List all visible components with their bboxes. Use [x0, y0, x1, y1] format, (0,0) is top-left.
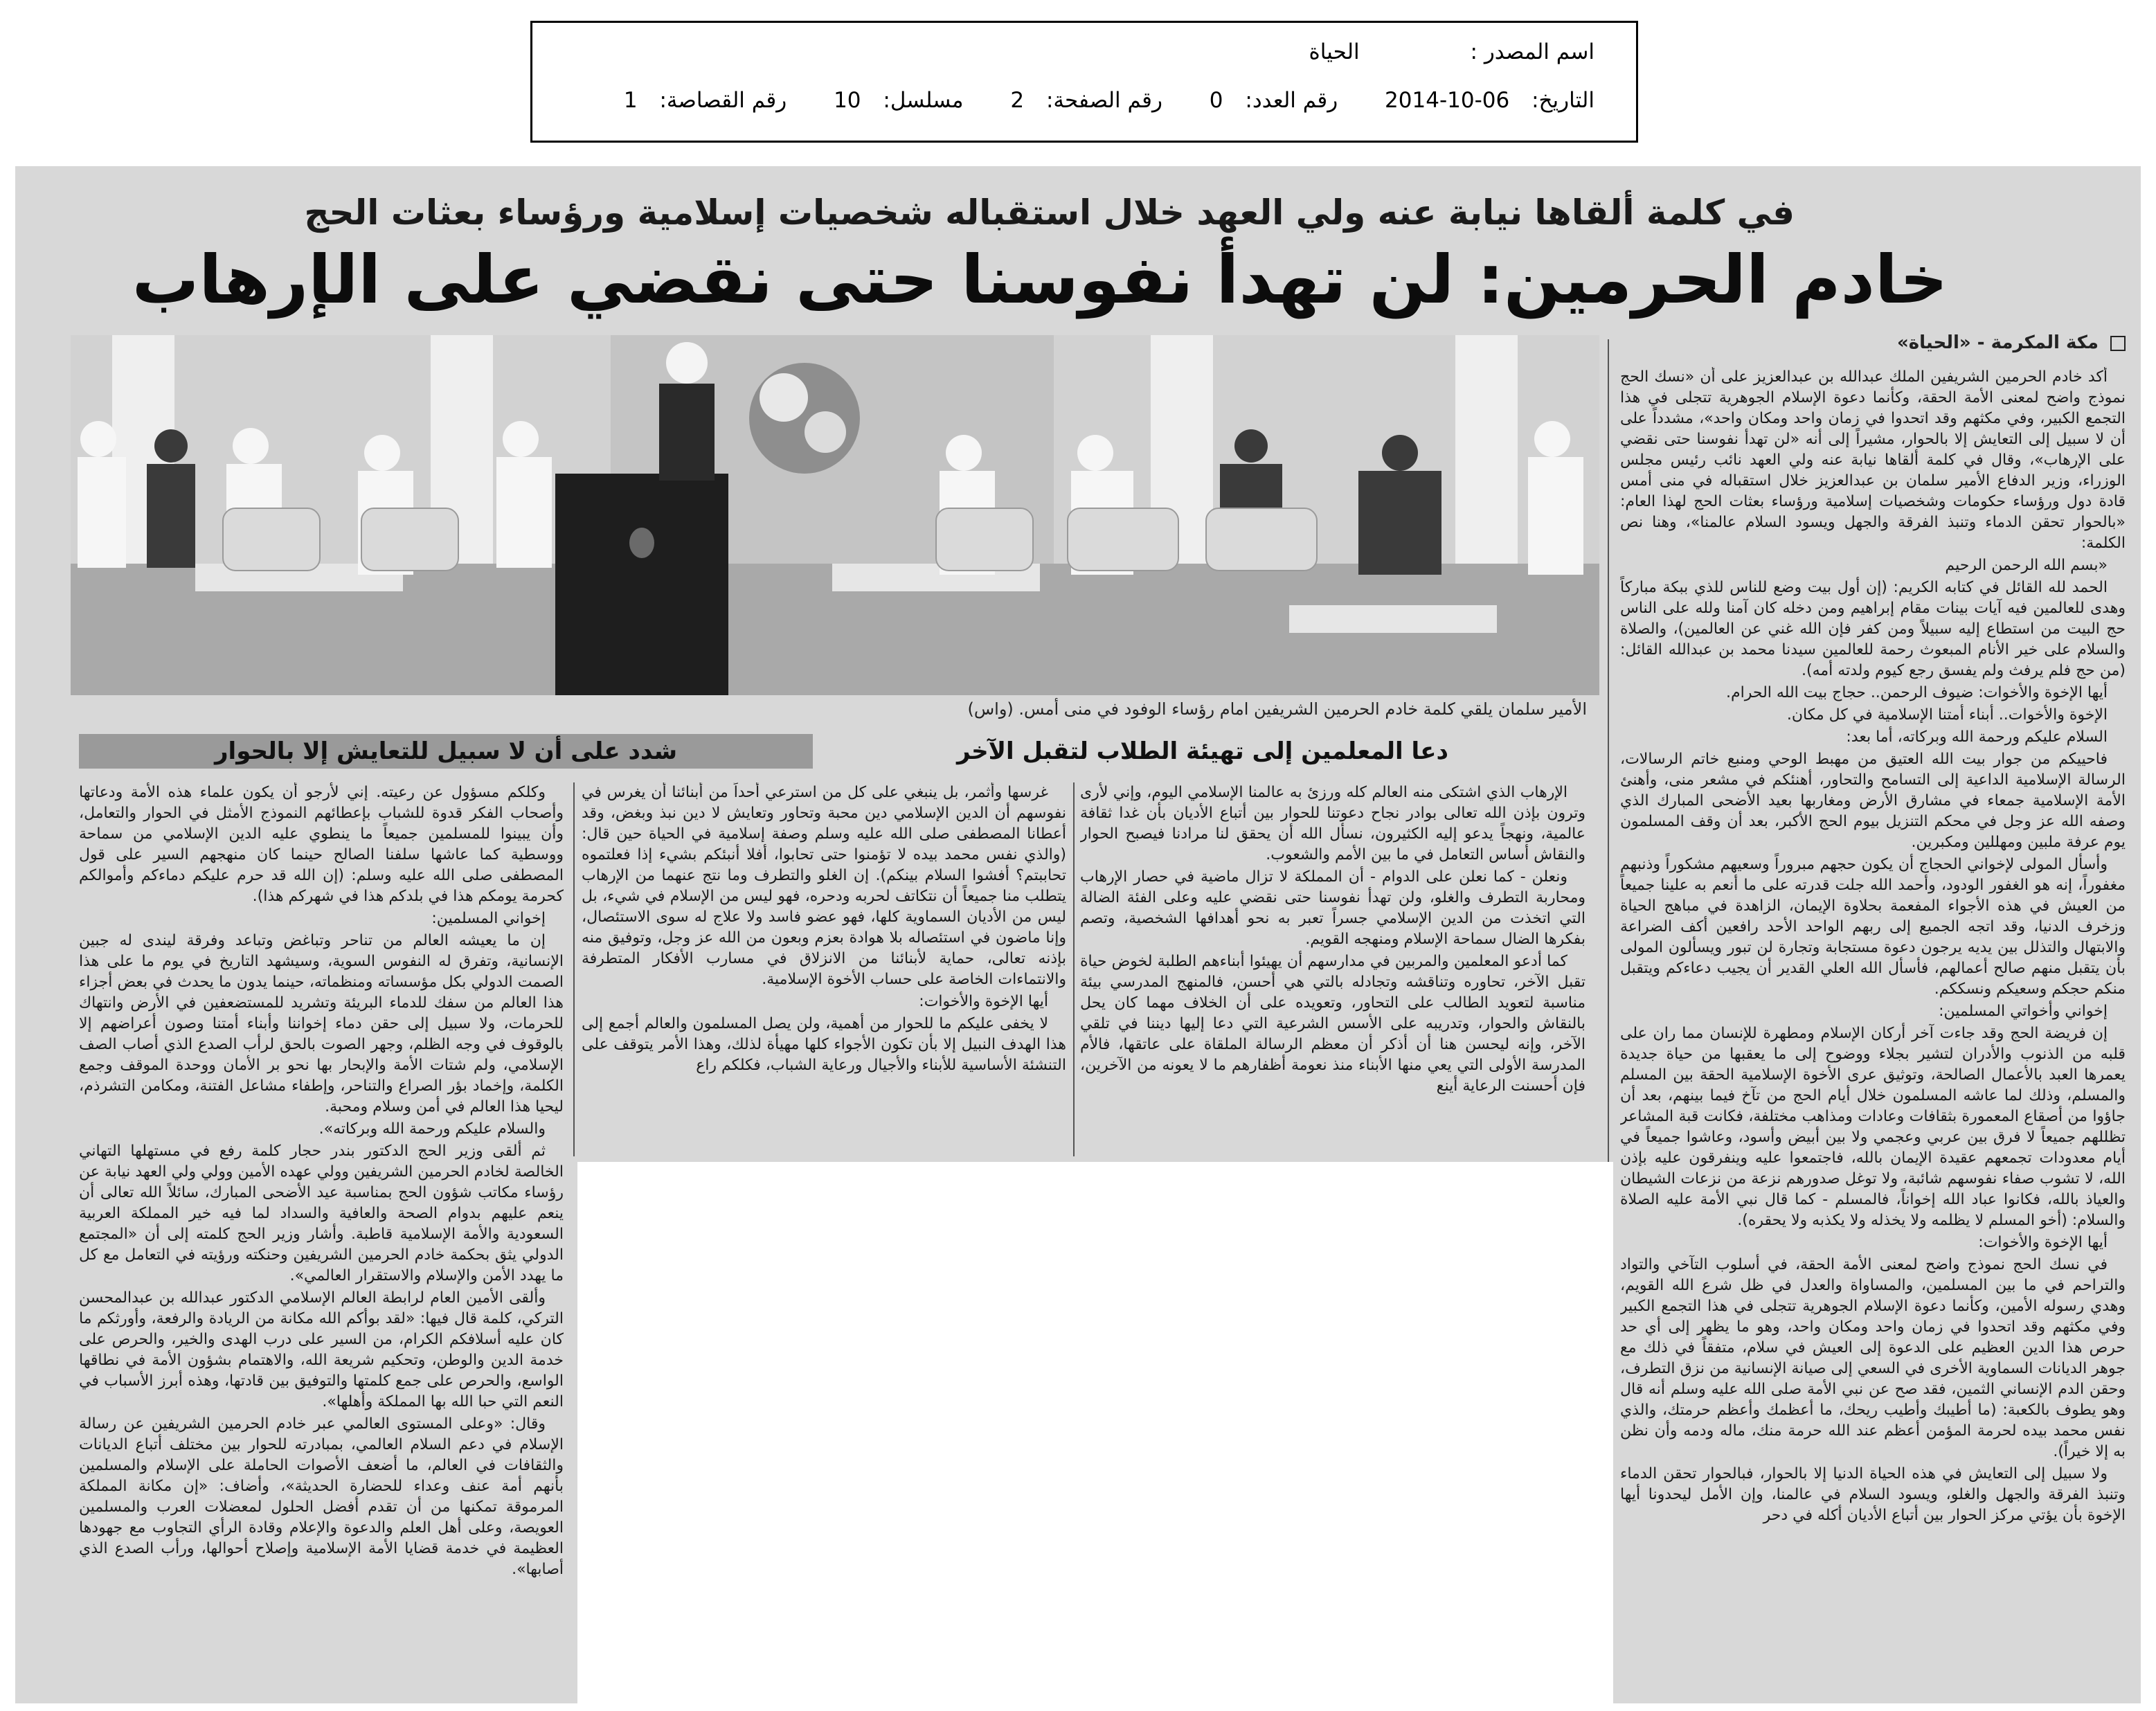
- page-label: رقم الصفحة:: [1045, 88, 1162, 113]
- dateline-text: مكة المكرمة - «الحياة»: [1897, 332, 2099, 353]
- article-dateline: [1897, 332, 2126, 353]
- subhead-teachers: دعا المعلمين إلى تهيئة الطلاب لتقبل الآخر: [957, 737, 1448, 765]
- paragraph: الحمد لله القائل في كتابه الكريم: (إن أول بيت وضع للناس للذي ببكة مباركاً وهدى للعالمين فيه آيات بينات مقام إبراهيم ومن دخله كان آمنا ولله على الناس حج البيت من استطاع إليه سبيلاً ومن كفر فإن الله غني عن العالمين)، والصلاة والسلام على خير الأنام المبعوث رحمة للعالمين سيدنا محمد بن عبدالله القائل: (من حج فلم يرفث ولم يفسق رجع كيوم ولدته أمه).: [1620, 579, 2126, 679]
- newspaper-clipping: [15, 166, 2141, 1703]
- serial-value: 10: [834, 88, 861, 113]
- clip-label: رقم القصاصة:: [659, 88, 787, 113]
- date-row: [624, 88, 1594, 113]
- photo-caption: الأمير سلمان يلقي كلمة خادم الحرمين الشريفين امام رؤساء الوفود في منى أمس. (واس): [967, 699, 1587, 719]
- article-column-3: [582, 782, 1066, 1108]
- paragraph: «بسم الله الرحمن الرحيم: [1945, 557, 2108, 574]
- issue-value: 0: [1209, 88, 1223, 113]
- date-value: 2014-10-06: [1385, 88, 1510, 113]
- paragraph: أيها الإخوة والأخوات: ضيوف الرحمن.. حجاج بيت الله الحرام.: [1726, 684, 2108, 701]
- source-label: اسم المصدر :: [1470, 39, 1594, 64]
- paragraph: ولا سبيل إلى التعايش في هذه الحياة الدنيا إلا بالحوار، فبالحوار تحقن الدماء وتنبذ الفرقة والجهل والغلو، ويسود السلام في عالمنا، وإن الأمل ليحدونا أيها الإخوة بأن يؤتي مركز الحوار بين أتباع الأديان أكله في دحر: [1620, 1465, 2126, 1524]
- column-rule: [573, 782, 575, 1156]
- article-column-1: [1620, 367, 2126, 1696]
- paragraph: وقال: «وعلى المستوى العالمي عبر خادم الحرمين الشريفين عن رسالة الإسلام في دعم السلام العالمي، بمبادرته للحوار بين مختلف أتباع الديانات والثقافات في العالم، ما أضعف الأصوات الحاملة على الإسلام والمسلمين بأنهم أمة عنف وعداء للحضارة الحديثة»، وأضاف: «إن مكانة المملكة المرموقة تمكنها من أن تقدم أفضل الحلول لمعضلات العرب والمسلمين العويصة، وعلى أهل العلم والدعوة والإعلام وقادة الرأي التجاوب مع جهودها العظيمة في خدمة قضايا الأمة الإسلامية وإصلاح أحوالها، ورأب الصدع الذي أصابها».: [79, 1415, 564, 1578]
- paragraph: الإرهاب الذي اشتكى منه العالم كله ورزئ به عالمنا الإسلامي اليوم، وإني لأرى وترون بإذن الله تعالى بوادر نجاح دعوتنا للحوار بين أتباع الأديان بأن غدا ثقافة عالمية، ونهجاً يدعو إليه الكثيرون، نسأل الله أن يحقق لنا مرادنا فيصبح الحوار والنقاش أساس التعامل في ما بين الأمم والشعوب.: [1080, 784, 1585, 863]
- blank-mask-area: [577, 1162, 1613, 1703]
- date-label: التاريخ:: [1531, 88, 1594, 113]
- column-rule: [1073, 782, 1075, 1156]
- paragraph: لا يخفى عليكم ما للحوار من أهمية، ولن يصل المسلمون والعالم أجمع إلى هذا الهدف النبيل إلا بأن تكون الأجواء كلها مهيأة لذلك، وهذا الأمر يتوقف على التنشئة الأساسية للأبناء والأجيال ورعاية الشباب، فكلكم راع: [582, 1015, 1066, 1074]
- clip-value: 1: [623, 88, 638, 113]
- paragraph: أيها الإخوة والأخوات:: [919, 993, 1048, 1010]
- paragraph: إن فريضة الحج وقد جاءت آخر أركان الإسلام ومطهرة للإنسان مما ران على قلبه من الذنوب والأدران لتشير بجلاء ووضوح إلى ما يعقبها من حياة جديدة يعمرها العبد بالأعمال الصالحة، وتوثيق عرى الأخوة الإسلامية الحقة بين المسلم والمسلم، وذلك لما عاشه المسلمون خلال أيام الحج من تآخ فيما بينهم، بعد أن جاؤوا من أصقاع المعمورة بثقافات وعادات ومذاهب مختلفة، فكانت قبة المشاعر تظللهم جميعاً لا فرق بين عربي وعجمي ولا بين أبيض وأسود، وعاشوا جميعاً في أيام معدودات تجمعهم عقيدة الإيمان بالله، فاجتمعوا عليه وينفرقون عليه بإذن الله، لا تشوب صفاء نفوسهم شائبة، ولا توغل صدورهم نزعة من نزعات الشيطان والعياذ بالله، فكانوا عباد الله إخواناً، فالمسلم - كما قال نبي الأمة عليه الصلاة والسلام: (أخو المسلم لا يظلمه ولا يخذله ولا يكذبه ولا يحقره).: [1620, 1025, 2126, 1229]
- paragraph: ثم ألقى وزير الحج الدكتور بندر حجار كلمة رفع في مستهلها التهاني الخالصة لخادم الحرمين الشريفين وولي عهده الأمين وولي ولي العهد نيابة عن رؤساء مكاتب شؤون الحج بمناسبة عيد الأضحى المبارك، سائلاً الله تعالى أن ينعم عليهم بدوام الصحة والعافية والسداد لما فيه خير المملكة العربية السعودية والأمة الإسلامية قاطبة. وأشار وزير الحج كلمته إلى أن «المجتمع الدولي يثق بحكمة خادم الحرمين الشريفين وحنكته ورؤيته في التعامل مع كل ما يهدد الأمن والإسلام والاستقرار العالمي».: [79, 1143, 564, 1284]
- paragraph: فاحييكم من جوار بيت الله العتيق من مهبط الوحي ومنبع خاتم الرسالات، الرسالة الإسلامية الداعية إلى التسامح والتحاور، أهنئكم في مشعر منى، وأهنئ الأمة الإسلامية جمعاء في مشارق الأرض ومغاربها بعيد الأضحى المبارك الذي وصفه الله عز وجل في محكم التنزيل بيوم الحج الأكبر، بعد أن وقف المسلمون يوم عرفة ملبين ومهللين ومكبرين.: [1620, 751, 2126, 851]
- news-photo: [71, 335, 1599, 695]
- source-metadata-box: [530, 21, 1638, 143]
- paragraph: ونعلن - كما نعلن على الدوام - أن المملكة لا تزال ماضية في حصار الإرهاب ومحاربة التطرف والغلو، ولن تهدأ نفوسنا حتى نقضي عليه وعلى الفئة الضالة التي اتخذت من الدين الإسلامي جسراً تعبر به نحو أهدافها الشخصية، وتصم بفكرها الضال سماحة الإسلام ومنهجه القويم.: [1080, 868, 1585, 948]
- subhead-dialogue: شدد على أن لا سبيل للتعايش إلا بالحوار: [79, 734, 813, 769]
- paragraph: وكلكم مسؤول عن رعيته. إني لأرجو أن يكون علماء هذه الأمة ودعاتها وأصحاب الفكر قدوة للشباب بإعطائهم النموذج الأمثل في الحوار والتعامل، وأن يبينوا للمسلمين جميعاً ما ينطوي عليه الدين الإسلامي من سماحة ووسطية كما عاشها سلفنا الصالح حينما كان منهجهم السير على قول المصطفى صلى الله عليه وسلم: (إن الله قد حرم عليكم دماءكم وأموالكم كحرمة يومكم هذا في بلدكم هذا في شهركم هذا).: [79, 784, 564, 905]
- article-headline: خادم الحرمين: لن تهدأ نفوسنا حتى نقضي على الإرهاب: [132, 241, 1948, 319]
- serial-label: مسلسل:: [883, 88, 964, 113]
- paragraph: السلام عليكم ورحمة الله وبركاته، أما بعد:: [1846, 728, 2108, 746]
- article-kicker: في كلمة ألقاها نيابة عنه ولي العهد خلال استقباله شخصيات إسلامية ورؤساء بعثات الحج: [304, 192, 1795, 233]
- paragraph: أكد خادم الحرمين الشريفين الملك عبدالله بن عبدالعزيز على أن «نسك الحج نموذج واضح لمعنى الأمة الحقة، وكأنما دعوة الإسلام الجوهرية تتجلى في هذا التجمع الكبير، وفي مكثهم وقد اتحدوا في زمان واحد ومكان واحد»، مشدداً على أن لا سبيل إلى التعايش إلا بالحوار، مشيراً إلى أنه «لن تهدأ نفوسنا حتى نقضي على الإرهاب»، وقال في كلمة ألقاها نيابة عنه ولي العهد نائب رئيس مجلس الوزراء، وزير الدفاع الأمير سلمان بن عبدالعزيز خلال استقباله في منى أمس قادة دول ورؤساء حكومات وشخصيات إسلامية ورؤساء بعثات الحج لهذا العام: «بالحوار تحقن الدماء وتنبذ الفرقة والجهل ويسود السلام عالمنا»، وهنا نص الكلمة:: [1620, 368, 2126, 552]
- page-value: 2: [1010, 88, 1025, 113]
- paragraph: غرسها وأثمر، بل ينبغي على كل من استرعي أحداً من أبنائنا أن يغرس في نفوسهم أن الدين الإسلامي دين محبة وتحاور وتعايش لا دين نبذ وبغض، وقد أعطانا المصطفى صلى الله عليه وسلم وصفة إسلامية في الحياة حين قال: (والذي نفس محمد بيده لا تؤمنوا حتى تحابوا، أفلا أنبئكم بشيء إذا فعلتموه تحاببتم؟ أفشوا السلام بينكم). إن الغلو والتطرف وما نتج عنهما من الإرهاب يتطلب منا جميعاً أن نتكاتف لحربه ودحره، فهو ليس من الإسلام في شيء، بل ليس من الأديان السماوية كلها، فهو عضو فاسد ولا علاج له سوى الاستئصال، وإنا ماضون في استئصاله بلا هوادة بعزم وبعون من الله عز وجل، وتوفيق منه بإذنه تعالى، حماية لأبنائنا من الانزلاق في مسارب الأفكار المتطرفة والانتماءات الخاصة على حساب الأخوة الإسلامية.: [582, 784, 1066, 988]
- paragraph: والسلام عليكم ورحمة الله وبركاته».: [318, 1120, 546, 1138]
- paragraph: في نسك الحج نموذج واضح لمعنى الأمة الحقة، في أسلوب التآخي والتواد والتراحم في ما بين المسلمين، والمساواة والعدل في ظل شرع الله القويم، وهدي رسوله الأمين، وكأنما دعوة الإسلام الجوهرية تتجلى في هذا التجمع الكبير وفي مكثهم وقد اتحدوا في زمان واحد ومكان واحد، وهو ما يظهر إلى أي حد حرص هذا الدين العظيم على الدعوة إلى العيش في سلام، متفقاً في ذلك مع جوهر الديانات السماوية الأخرى في السعي إلى صيانة الإنسانية من نزق التطرف، وحقن الدم الإنساني الثمين، فقد صح عن نبي الأمة صلى الله عليه وسلم أنه قال وهو يطوف بالكعبة: (ما أطيبك وأطيب ريحك، ما أعظمك وأعظم حرمتك، والذي نفس محمد بيده لحرمة المؤمن أعظم عند الله حرمة منك، ماله ودمه وأن نظن به إلا خيراً).: [1620, 1256, 2126, 1460]
- paragraph: إن ما يعيشه العالم من تناحر وتباغض وتباعد وفرقة ليندى له جبين الإنسانية، وتفرق له النفوس السوية، وسيشهد التاريخ في يوم ما على هذا الصمت الدولي بكل مؤسساته ومنظماته، حينما يدون ما يحدث في بعض أجزاء هذا العالم من سفك للدماء البريئة وتشريد للمستضعفين في الأرض وانتهاك للحرمات، ولا سبيل إلى حقن دماء إخواننا وأبناء أمتنا وصون أعراضهم إلا بالوقوف في وجه الظلم، وجهر الصوت بالحق لرأب الصدع الذي أصاب الصف الإسلامي، ولم شتات الأمة والإبحار بها نحو بر الأمان ووحدة الموقف وجمع الكلمة، وإخماد بؤر الصراع والتناحر، وإطفاء مشاعل الفتنة، ومكامن التشرذم، ليحيا هذا العالم في أمن وسلام ومحبة.: [79, 932, 564, 1116]
- paragraph: الإخوة والأخوات.. أبناء أمتنا الإسلامية في كل مكان.: [1786, 706, 2108, 724]
- paragraph: كما أدعو المعلمين والمربين في مدارسهم أن يهيئوا أبناءهم الطلبة لخوض حياة تقبل الآخر، تحاوره وتناقشه وتجادله بالتي هي أحسن، فالمنهج المدرسي بيئة مناسبة لتعويد الطالب على التحاور، وتعويده على أن الخلاف مهما كان يحل بالنقاش والحوار، وتدريبه على الأسس الشرعية التي دعا إليها ديننا في تلقي الآخر، وإنه ليحسن هنا أن أذكر أن معظم الرسالة الملقاة على عاتقها، فالأم المدرسة الأولى التي يعي منها الأبناء منذ نعومة أظفارهم ما لا يعونه من الآخرين، فإن أحسنت الرعاية أينع: [1080, 953, 1585, 1095]
- paragraph: إخواني وأخواتي المسلمين:: [1939, 1003, 2108, 1020]
- article-column-4: [79, 782, 564, 1696]
- paragraph: وألقى الأمين العام لرابطة العالم الإسلامي الدكتور عبدالله بن عبدالمحسن التركي، كلمة قال فيها: «لقد بوأكم الله مكانة من الريادة والرفعة، وأورثكم ما كان عليه أسلافكم الكرام، من السير على درب الهدى والخير، والحرص على خدمة الدين والوطن، وتحكيم شريعة الله، والاهتمام بشؤون الأمة في نطاقها الواسع، والحرص على جمع كلمتها والتوفيق بين قادتها، وهذه أبرز الأسباب في النعم التي حبا الله بها المملكة وأهلها».: [79, 1289, 564, 1410]
- paragraph: وأسأل المولى لإخواني الحجاج أن يكون حجهم مبروراً وسعيهم مشكوراً وذنبهم مغفوراً، إنه هو الغفور الودود، وأحمد الله جلت قدرته على ما أنعم به علينا جميعاً من العيش في هذه الأجواء المفعمة بحلاوة الإيمان، الزاهدة في مباهج الحياة وزخرف الدنيا، وقد اتجه الجميع إلى ربهم الواحد الأحد رافعين أكف الضراعة والابتهال والتذلل بين يديه يرجون دعوة مستجابة وتجارة لن تبور ويسألون المولى بأن يتقبل منهم صالح أعمالهم، فأسأل الله العلي القدير أن يجيب دعاءكم ويتقبل منكم حجكم وسعيكم ونسككم.: [1620, 856, 2126, 998]
- paragraph: إخواني المسلمين:: [431, 910, 546, 927]
- paragraph: أيها الإخوة والأخوات:: [1978, 1234, 2108, 1251]
- photo-illustration: [71, 335, 1599, 695]
- issue-label: رقم العدد:: [1245, 88, 1338, 113]
- source-value: الحياة: [1309, 39, 1360, 64]
- dateline-square-icon: [2110, 336, 2126, 351]
- source-row: [1309, 39, 1594, 64]
